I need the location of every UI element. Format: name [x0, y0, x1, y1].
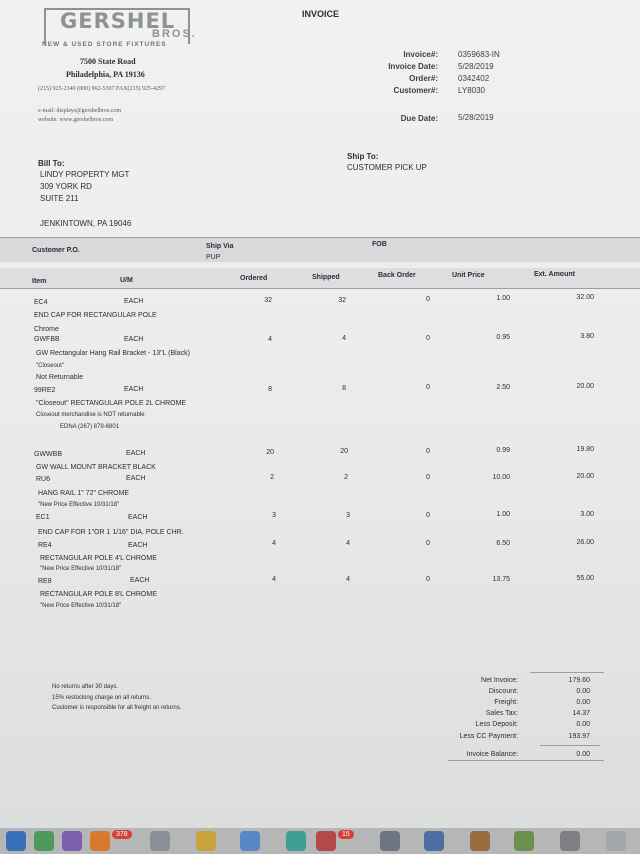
line-item-amount: 19.80 — [576, 446, 594, 453]
app-icon[interactable] — [316, 831, 336, 851]
line-item-note: Not Returnable — [36, 374, 84, 381]
invoice-number-label: Invoice#: — [403, 50, 438, 59]
company-website: website: www.gershelbros.com — [38, 117, 114, 123]
column-ext-amount: Ext. Amount — [534, 271, 575, 278]
company-address-1: 7500 State Road — [80, 57, 136, 66]
line-item-unit-price: 2.50 — [496, 384, 510, 391]
line-item-amount: 3.80 — [580, 333, 594, 340]
bill-to-line-2: 309 YORK RD — [40, 182, 92, 191]
notification-badge: 378 — [112, 830, 132, 839]
line-item-note: RECTANGULAR POLE 8'L CHROME — [40, 591, 157, 598]
line-item-code: EC4 — [34, 299, 48, 306]
customer-po-label: Customer P.O. — [32, 247, 80, 254]
line-item-ordered: 32 — [264, 297, 272, 304]
line-item-note: "New Price Effective 10/31/18" — [40, 603, 122, 609]
line-item-code: EC1 — [36, 514, 50, 521]
line-item-note: EDNA (267) 879-6801 — [60, 424, 120, 430]
customer-number-label: Customer#: — [393, 86, 438, 95]
line-item-code: RU6 — [36, 476, 51, 483]
invoice-number-value: 0359683-IN — [458, 50, 500, 59]
freight-value: 0.00 — [576, 699, 590, 706]
company-logo-sub: BROS. — [152, 28, 197, 40]
line-item-ordered: 2 — [270, 474, 274, 481]
return-policy-line-1: No returns after 30 days. — [52, 684, 119, 690]
line-item-code: GWWBB — [34, 451, 62, 458]
company-phones: (215) 925-2340 (800) 962-5307 FAX(215) 925-4297 — [38, 86, 166, 92]
line-item-um: EACH — [124, 298, 144, 305]
line-item-ordered: 4 — [272, 576, 276, 583]
line-item-unit-price: 6.50 — [496, 540, 510, 547]
less-deposit-label: Less Deposit: — [475, 721, 518, 728]
line-item-um: EACH — [126, 450, 146, 457]
line-item-amount: 3.00 — [580, 511, 594, 518]
line-item-shipped: 4 — [346, 540, 350, 547]
app-icon[interactable] — [240, 831, 260, 851]
line-item-note: END CAP FOR 1"OR 1 1/16" DIA. POLE CHR. — [38, 529, 184, 536]
ship-via-label: Ship Via — [206, 243, 234, 250]
line-item-note: "Closeout" — [36, 363, 64, 369]
column-item: Item — [32, 278, 47, 285]
company-email: e-mail: displays@gershelbros.com — [38, 108, 122, 114]
line-item-um: EACH — [128, 542, 148, 549]
line-item-note: HANG RAIL 1" 72" CHROME — [38, 490, 130, 497]
line-item-um: EACH — [124, 386, 144, 393]
line-item-ordered: 4 — [268, 336, 272, 343]
line-item-ordered: 4 — [272, 540, 276, 547]
invoice-date-label: Invoice Date: — [388, 62, 438, 71]
line-item-note: "New Price Effective 10/31/18" — [40, 566, 122, 572]
sales-tax-label: Sales Tax: — [485, 710, 518, 717]
app-icon[interactable] — [196, 831, 216, 851]
line-item-um: EACH — [130, 577, 150, 584]
line-item-amount: 26.00 — [576, 539, 594, 546]
line-item-backorder: 0 — [426, 448, 430, 455]
line-item-backorder: 0 — [426, 512, 430, 519]
return-policy-line-2: 15% restocking charge on all returns. — [52, 695, 152, 701]
app-icon[interactable] — [470, 831, 490, 851]
line-item-backorder: 0 — [426, 335, 430, 342]
less-deposit-value: 0.00 — [576, 721, 590, 728]
less-cc-payment-value: 193.97 — [568, 733, 590, 740]
freight-label: Freight: — [494, 699, 518, 706]
column-ordered: Ordered — [240, 275, 268, 282]
line-item-amount: 20.00 — [576, 473, 594, 480]
notification-badge: 15 — [338, 830, 354, 839]
line-item-unit-price: 13.75 — [492, 576, 510, 583]
line-item-unit-price: 10.00 — [492, 474, 510, 481]
line-item-note: GW WALL MOUNT BRACKET BLACK — [36, 464, 156, 471]
line-item-shipped: 3 — [346, 512, 350, 519]
discount-label: Discount: — [488, 688, 518, 695]
line-item-ordered: 3 — [272, 512, 276, 519]
line-item-amount: 55.00 — [576, 575, 594, 582]
line-item-um: EACH — [124, 336, 144, 343]
column-back-order: Back Order — [378, 272, 416, 279]
line-item-unit-price: 0.95 — [496, 334, 510, 341]
order-header-band — [0, 237, 640, 262]
line-item-backorder: 0 — [426, 576, 430, 583]
company-address-2: Philadelphia, PA 19136 — [66, 70, 145, 79]
company-tagline: NEW & USED STORE FIXTURES — [42, 41, 167, 48]
line-item-ordered: 20 — [266, 449, 274, 456]
invoice-date-value: 5/28/2019 — [458, 62, 494, 71]
app-icon[interactable] — [514, 831, 534, 851]
due-date-label: Due Date: — [400, 114, 438, 123]
less-cc-payment-label: Less CC Payment: — [459, 733, 518, 740]
line-item-note: END CAP FOR RECTANGULAR POLE — [34, 312, 157, 319]
ship-to-line-1: CUSTOMER PICK UP — [347, 163, 427, 172]
line-item-note: "Closeout" RECTANGULAR POLE 2L CHROME — [36, 400, 187, 407]
line-item-code: GWFBB — [34, 336, 60, 343]
line-item-note: "New Price Effective 10/31/18" — [38, 502, 120, 508]
invoice-balance-label: Invoice Balance: — [466, 751, 518, 758]
app-icon[interactable] — [286, 831, 306, 851]
app-icon[interactable] — [90, 831, 110, 851]
net-invoice-label: Net Invoice: — [481, 677, 518, 684]
line-item-code: 99RE2 — [34, 387, 56, 394]
line-item-um: EACH — [126, 475, 146, 482]
customer-number-value: LY8030 — [458, 86, 485, 95]
line-item-backorder: 0 — [426, 474, 430, 481]
line-item-shipped: 2 — [344, 474, 348, 481]
app-icon[interactable] — [150, 831, 170, 851]
document-title: INVOICE — [302, 9, 340, 19]
line-item-note: RECTANGULAR POLE 4'L CHROME — [40, 555, 157, 562]
app-icon[interactable] — [424, 831, 444, 851]
app-icon[interactable] — [380, 831, 400, 851]
ship-to-label: Ship To: — [347, 152, 379, 161]
line-item-code: RE8 — [38, 578, 52, 585]
line-item-amount: 32.00 — [576, 294, 594, 301]
line-item-note: GW Rectangular Hang Rail Bracket - 13"L (Black) — [36, 350, 190, 357]
bill-to-line-3: SUITE 211 — [40, 194, 79, 203]
line-item-shipped: 32 — [338, 297, 346, 304]
company-logo-name: GERSHEL — [60, 9, 176, 33]
line-item-shipped: 8 — [342, 385, 346, 392]
line-item-shipped: 4 — [346, 576, 350, 583]
taskbar — [0, 828, 640, 854]
fob-label: FOB — [372, 241, 387, 248]
line-item-unit-price: 0.99 — [496, 447, 510, 454]
app-icon[interactable] — [6, 831, 26, 851]
order-number-value: 0342402 — [458, 74, 490, 83]
due-date-value: 5/28/2019 — [458, 113, 494, 122]
app-icon[interactable] — [34, 831, 54, 851]
column-um: U/M — [120, 277, 133, 284]
bill-to-line-4: JENKINTOWN, PA 19046 — [40, 219, 132, 228]
app-icon[interactable] — [560, 831, 580, 851]
line-item-shipped: 4 — [342, 335, 346, 342]
line-item-note: Chrome — [34, 326, 59, 333]
column-unit-price: Unit Price — [452, 272, 485, 279]
bill-to-line-1: LINDY PROPERTY MGT — [40, 170, 130, 179]
line-item-unit-price: 1.00 — [496, 511, 510, 518]
return-policy-line-3: Customer is responsible for all freight on returns. — [52, 705, 182, 711]
discount-value: 0.00 — [576, 688, 590, 695]
bill-to-label: Bill To: — [38, 159, 65, 168]
line-item-backorder: 0 — [426, 296, 430, 303]
line-item-amount: 20.00 — [576, 383, 594, 390]
line-item-code: RE4 — [38, 542, 52, 549]
app-icon[interactable] — [62, 831, 82, 851]
line-item-um: EACH — [128, 514, 148, 521]
line-item-backorder: 0 — [426, 540, 430, 547]
net-invoice-value: 179.60 — [568, 677, 590, 684]
app-icon[interactable] — [606, 831, 626, 851]
line-item-shipped: 20 — [340, 448, 348, 455]
line-item-backorder: 0 — [426, 384, 430, 391]
ship-via-value: PUP — [206, 254, 221, 261]
line-item-unit-price: 1.00 — [496, 295, 510, 302]
line-item-ordered: 8 — [268, 386, 272, 393]
column-shipped: Shipped — [312, 274, 340, 281]
invoice-balance-value: 0.00 — [576, 751, 590, 758]
order-number-label: Order#: — [409, 74, 438, 83]
sales-tax-value: 14.37 — [572, 710, 590, 717]
line-item-note: Closeout merchandise is NOT returnable — [36, 412, 145, 418]
